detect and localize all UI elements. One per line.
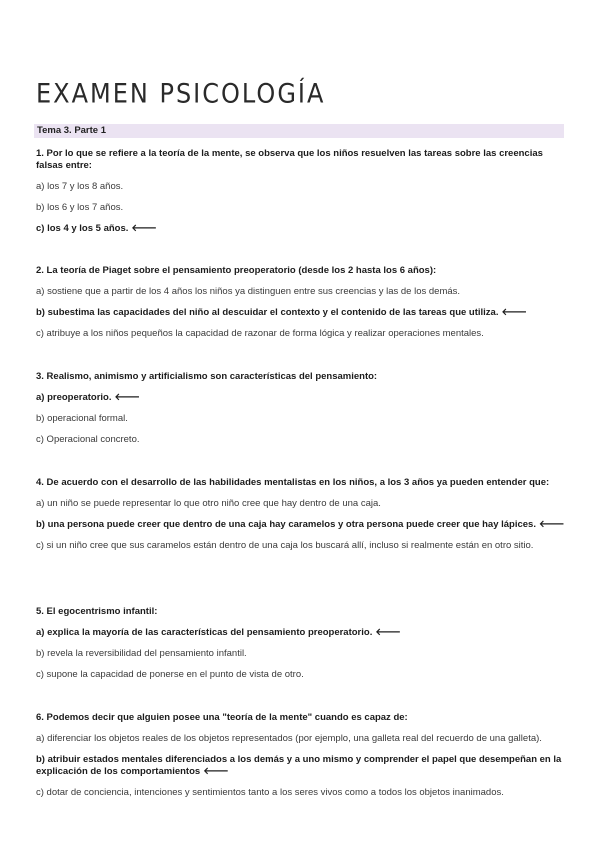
option-b-correct <box>36 307 566 319</box>
question-2 <box>36 265 566 349</box>
option-text: a) explica la mayoría de las características del pensamiento preoperatorio. <box>36 627 373 638</box>
arrow-left-icon: 🡐 <box>114 392 140 403</box>
option-c: c) si un niño cree que sus caramelos están dentro de una caja los buscará allí, incluso si realmente están en otro sitio. <box>36 540 534 551</box>
option-text: b) atribuir estados mentales diferenciados a los demás y a uno mismo y comprender el papel que desempeñan en la explicación de los comportamientos <box>36 754 562 777</box>
question-text: 5. El egocentrismo infantil: <box>36 606 158 617</box>
option-text: b) una persona puede creer que dentro de una caja hay caramelos y otra persona puede creer que hay lápices. <box>36 519 536 530</box>
question-text: 1. Por lo que se refiere a la teoría de la mente, se observa que los niños resuelven las tareas sobre las creencias falsas entre: <box>36 148 543 171</box>
question-4 <box>36 477 566 561</box>
option-c: c) atribuye a los niños pequeños la capacidad de razonar de forma lógica y realizar operaciones mentales. <box>36 328 484 339</box>
option-b: b) los 6 y los 7 años. <box>36 202 124 213</box>
option-text: a) preoperatorio. <box>36 392 112 403</box>
arrow-left-icon: 🡐 <box>538 519 565 530</box>
option-text: b) subestima las capacidades del niño al descuidar el contexto y el contenido de las tareas que utiliza. <box>36 307 499 318</box>
option-a: a) diferenciar los objetos reales de los objetos representados (por ejemplo, una galleta real del recuerdo de una galleta). <box>36 733 542 744</box>
arrow-left-icon: 🡐 <box>203 766 229 777</box>
option-text: c) los 4 y los 5 años. <box>36 223 129 234</box>
question-3 <box>36 371 566 455</box>
question-text: 2. La teoría de Piaget sobre el pensamiento preoperatorio (desde los 2 hasta los 6 años): <box>36 265 437 276</box>
arrow-left-icon: 🡐 <box>375 627 401 638</box>
option-a-correct <box>36 627 566 639</box>
option-b-correct <box>36 754 566 778</box>
option-a-correct <box>36 392 566 404</box>
option-a: a) sostiene que a partir de los 4 años los niños ya distinguen entre sus creencias y las de los demás. <box>36 286 461 297</box>
question-6 <box>36 712 566 808</box>
option-a: a) un niño se puede representar lo que otro niño cree que hay dentro de una caja. <box>36 498 381 509</box>
option-b-correct <box>36 519 566 531</box>
option-c: c) Operacional concreto. <box>36 434 140 445</box>
question-text: 4. De acuerdo con el desarrollo de las habilidades mentalistas en los niños, a los 3 años ya pueden entender que: <box>36 477 550 488</box>
question-text: 3. Realismo, animismo y artificialismo son características del pensamiento: <box>36 371 378 382</box>
page-title: EXAMEN PSICOLOGÍA <box>36 78 326 110</box>
question-5 <box>36 606 566 690</box>
option-c-correct <box>36 223 566 235</box>
option-c: c) dotar de conciencia, intenciones y sentimientos tanto a los seres vivos como a todos los objetos inanimados. <box>36 787 504 798</box>
section-header: Tema 3. Parte 1 <box>34 124 564 138</box>
question-text: 6. Podemos decir que alguien posee una "teoría de la mente" cuando es capaz de: <box>36 712 408 723</box>
arrow-left-icon: 🡐 <box>131 223 157 234</box>
arrow-left-icon: 🡐 <box>501 307 527 318</box>
option-b: b) operacional formal. <box>36 413 128 424</box>
option-c: c) supone la capacidad de ponerse en el punto de vista de otro. <box>36 669 304 680</box>
option-b: b) revela la reversibilidad del pensamiento infantil. <box>36 648 247 659</box>
question-1 <box>36 148 566 244</box>
option-a: a) los 7 y los 8 años. <box>36 181 124 192</box>
